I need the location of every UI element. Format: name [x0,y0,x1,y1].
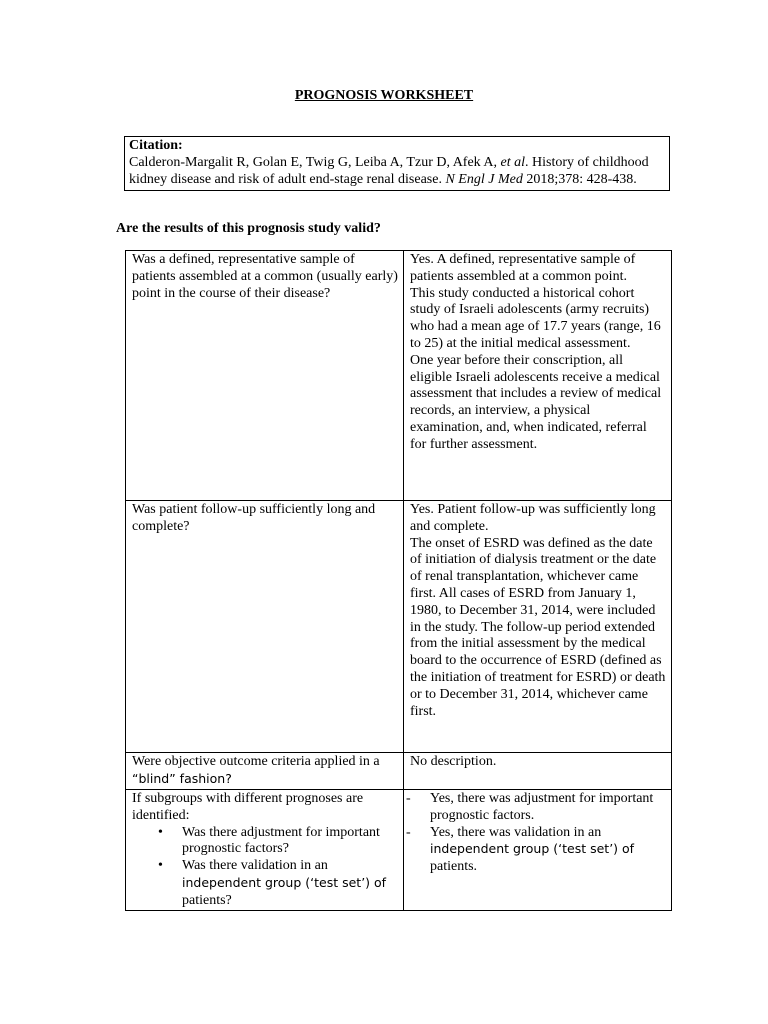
bullet-list [132,825,398,910]
worksheet-title: PROGNOSIS WORKSHEET [294,88,474,103]
list-item-text-sans: independent group (‘test set’) of [182,874,387,890]
question-cell [126,790,404,911]
answer-text: No description. [410,754,497,769]
list-item-text: patients? [182,892,232,908]
question-text: Was patient follow-up sufficiently long and complete? [132,502,376,534]
answer-text: The onset of ESRD was defined as the date of initiation of dialysis treatment or the date of renal transplantation, whichever came first. All cases of ESRD from January 1, 1980, to December 31, 2014, were included in the study. The follow-up period extended from the initial assessment by the medical board to the occurrence of ESRD (defined as the initiation of treatment for ESRD) or death or to December 31, 2014, whichever came first. [410,535,666,719]
citation-box [124,136,670,191]
citation-title: . History of childhood kidney disease and risk of adult end-stage renal disease. [129,154,649,187]
answer-cell [404,753,672,790]
citation-etal: et al [500,154,526,170]
list-item [430,791,666,825]
list-item-text: Yes, there was adjustment for important prognostic factors. [430,791,654,823]
question-text: Were objective outcome criteria applied in a [132,754,380,769]
answer-text: Yes. A defined, representative sample of patients assembled at a common point. [410,252,636,284]
list-item [182,825,398,859]
table-row [126,790,672,911]
answer-text: Yes. Patient follow-up was sufficiently long and complete. [410,502,656,534]
list-item-text: Yes, there was validation in an [430,824,602,840]
table-row [126,501,672,753]
table-row [126,251,672,501]
list-item-text: Was there validation in an [182,858,328,874]
citation-text [129,155,665,189]
citation-label: Citation: [129,138,183,153]
list-item-text-sans: independent group (‘test set’) of [430,841,635,857]
answer-text: One year before their conscription, all eligible Israeli adolescents receive a medical assessment that includes a review of medical records, an interview, a physical examination, and, when indicated, referral for further assessment. [410,352,662,452]
list-item-text: patients. [430,859,478,875]
dash-list [410,791,666,876]
question-cell [126,753,404,790]
question-cell [126,501,404,753]
question-cell [126,251,404,501]
list-item [182,858,398,909]
citation-journal: N Engl J Med [445,171,523,187]
question-text: If subgroups with different prognoses are identified: [132,791,364,823]
list-item [430,825,666,876]
citation-ref: 2018;378: 428-438. [522,171,637,187]
answer-text: This study conducted a historical cohort study of Israeli adolescents (army recruits) who had a mean age of 17.7 years (range, 16 to 25) at the initial medical assessment. [410,285,661,351]
question-text: Was a defined, representative sample of patients assembled at a common (usually early) point in the course of their disease? [132,252,398,301]
answer-cell [404,790,672,911]
section-question: Are the results of this prognosis study valid? [116,221,381,236]
worksheet-table [125,250,672,911]
table-row [126,753,672,790]
citation-authors: Calderon-Margalit R, Golan E, Twig G, Leiba A, Tzur D, Afek A, [129,154,501,170]
answer-cell [404,251,672,501]
list-item-text: Was there adjustment for important prognostic factors? [182,824,380,857]
question-text-sans: “blind” fashion? [132,770,232,786]
answer-cell [404,501,672,753]
